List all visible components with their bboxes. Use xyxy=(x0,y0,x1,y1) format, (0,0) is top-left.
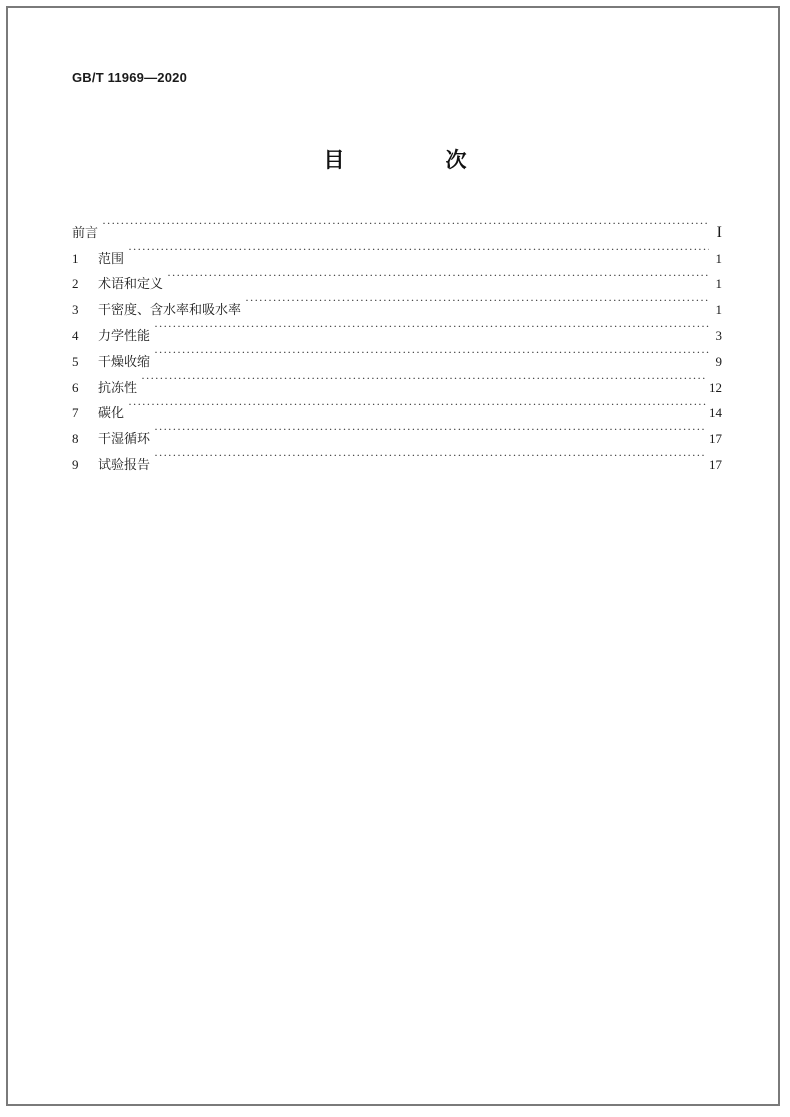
document-page xyxy=(6,6,780,1106)
toc-entry-page: 9 xyxy=(715,353,722,369)
toc-entry-number: 6 xyxy=(72,379,79,395)
toc-entry-label: 前言 xyxy=(72,225,99,241)
toc-entry-number: 8 xyxy=(72,431,79,447)
toc-entry-8[interactable] xyxy=(72,417,722,448)
toc-entry-page: I xyxy=(716,223,722,241)
toc-entry-label: 干燥收缩 xyxy=(98,354,151,370)
toc-entry-label: 干湿循环 xyxy=(98,432,151,448)
toc-entry-label: 试验报告 xyxy=(98,457,151,473)
toc-entry-page: 1 xyxy=(715,276,722,292)
toc-entry-label: 术语和定义 xyxy=(98,277,164,293)
toc-entry-page: 12 xyxy=(709,379,722,395)
toc-entry-page: 1 xyxy=(715,250,722,266)
toc-title: 目 次 xyxy=(323,148,507,172)
toc-dot-leader xyxy=(154,314,709,340)
toc-entry-number: 2 xyxy=(72,276,79,292)
toc-entry-1[interactable] xyxy=(72,237,722,267)
toc-entry-2[interactable] xyxy=(72,263,722,293)
toc-entry-preface[interactable] xyxy=(72,211,722,241)
toc-dot-leader xyxy=(154,443,706,469)
toc-entry-5[interactable] xyxy=(72,340,722,370)
toc-entry-page: 17 xyxy=(709,456,722,472)
toc-entry-number: 9 xyxy=(72,456,79,472)
toc-entry-label: 力学性能 xyxy=(98,328,151,344)
toc-entry-page: 3 xyxy=(715,327,722,343)
toc-entry-label: 碳化 xyxy=(98,406,125,422)
toc-entry-number: 7 xyxy=(72,405,79,421)
toc-entry-label: 干密度、含水率和吸水率 xyxy=(98,303,242,319)
toc-entry-9[interactable] xyxy=(72,443,722,473)
toc-dot-leader xyxy=(141,366,706,392)
toc-entry-number: 1 xyxy=(72,250,79,266)
toc-entry-3[interactable] xyxy=(72,288,722,319)
toc-dot-leader xyxy=(154,417,706,443)
toc-entry-page: 1 xyxy=(715,302,722,318)
standard-number: GB/T 11969—2020 xyxy=(72,70,188,85)
toc-dot-leader xyxy=(128,237,709,263)
toc-entry-label: 抗冻性 xyxy=(98,380,138,396)
toc-entry-number: 4 xyxy=(72,327,79,343)
toc-entry-6[interactable] xyxy=(72,366,722,396)
toc-entry-7[interactable] xyxy=(72,392,722,422)
toc-entry-number: 3 xyxy=(72,302,79,318)
toc-entry-label: 范围 xyxy=(98,251,125,267)
toc-entry-4[interactable] xyxy=(72,314,722,344)
toc-dot-leader xyxy=(102,211,709,237)
toc-dot-leader xyxy=(245,288,709,314)
toc-entry-page: 17 xyxy=(709,431,722,447)
toc-entry-number: 5 xyxy=(72,353,79,369)
table-of-contents xyxy=(72,211,722,473)
toc-entry-page: 14 xyxy=(709,405,722,421)
toc-dot-leader xyxy=(167,263,709,289)
toc-dot-leader xyxy=(128,392,706,418)
toc-dot-leader xyxy=(154,340,709,366)
